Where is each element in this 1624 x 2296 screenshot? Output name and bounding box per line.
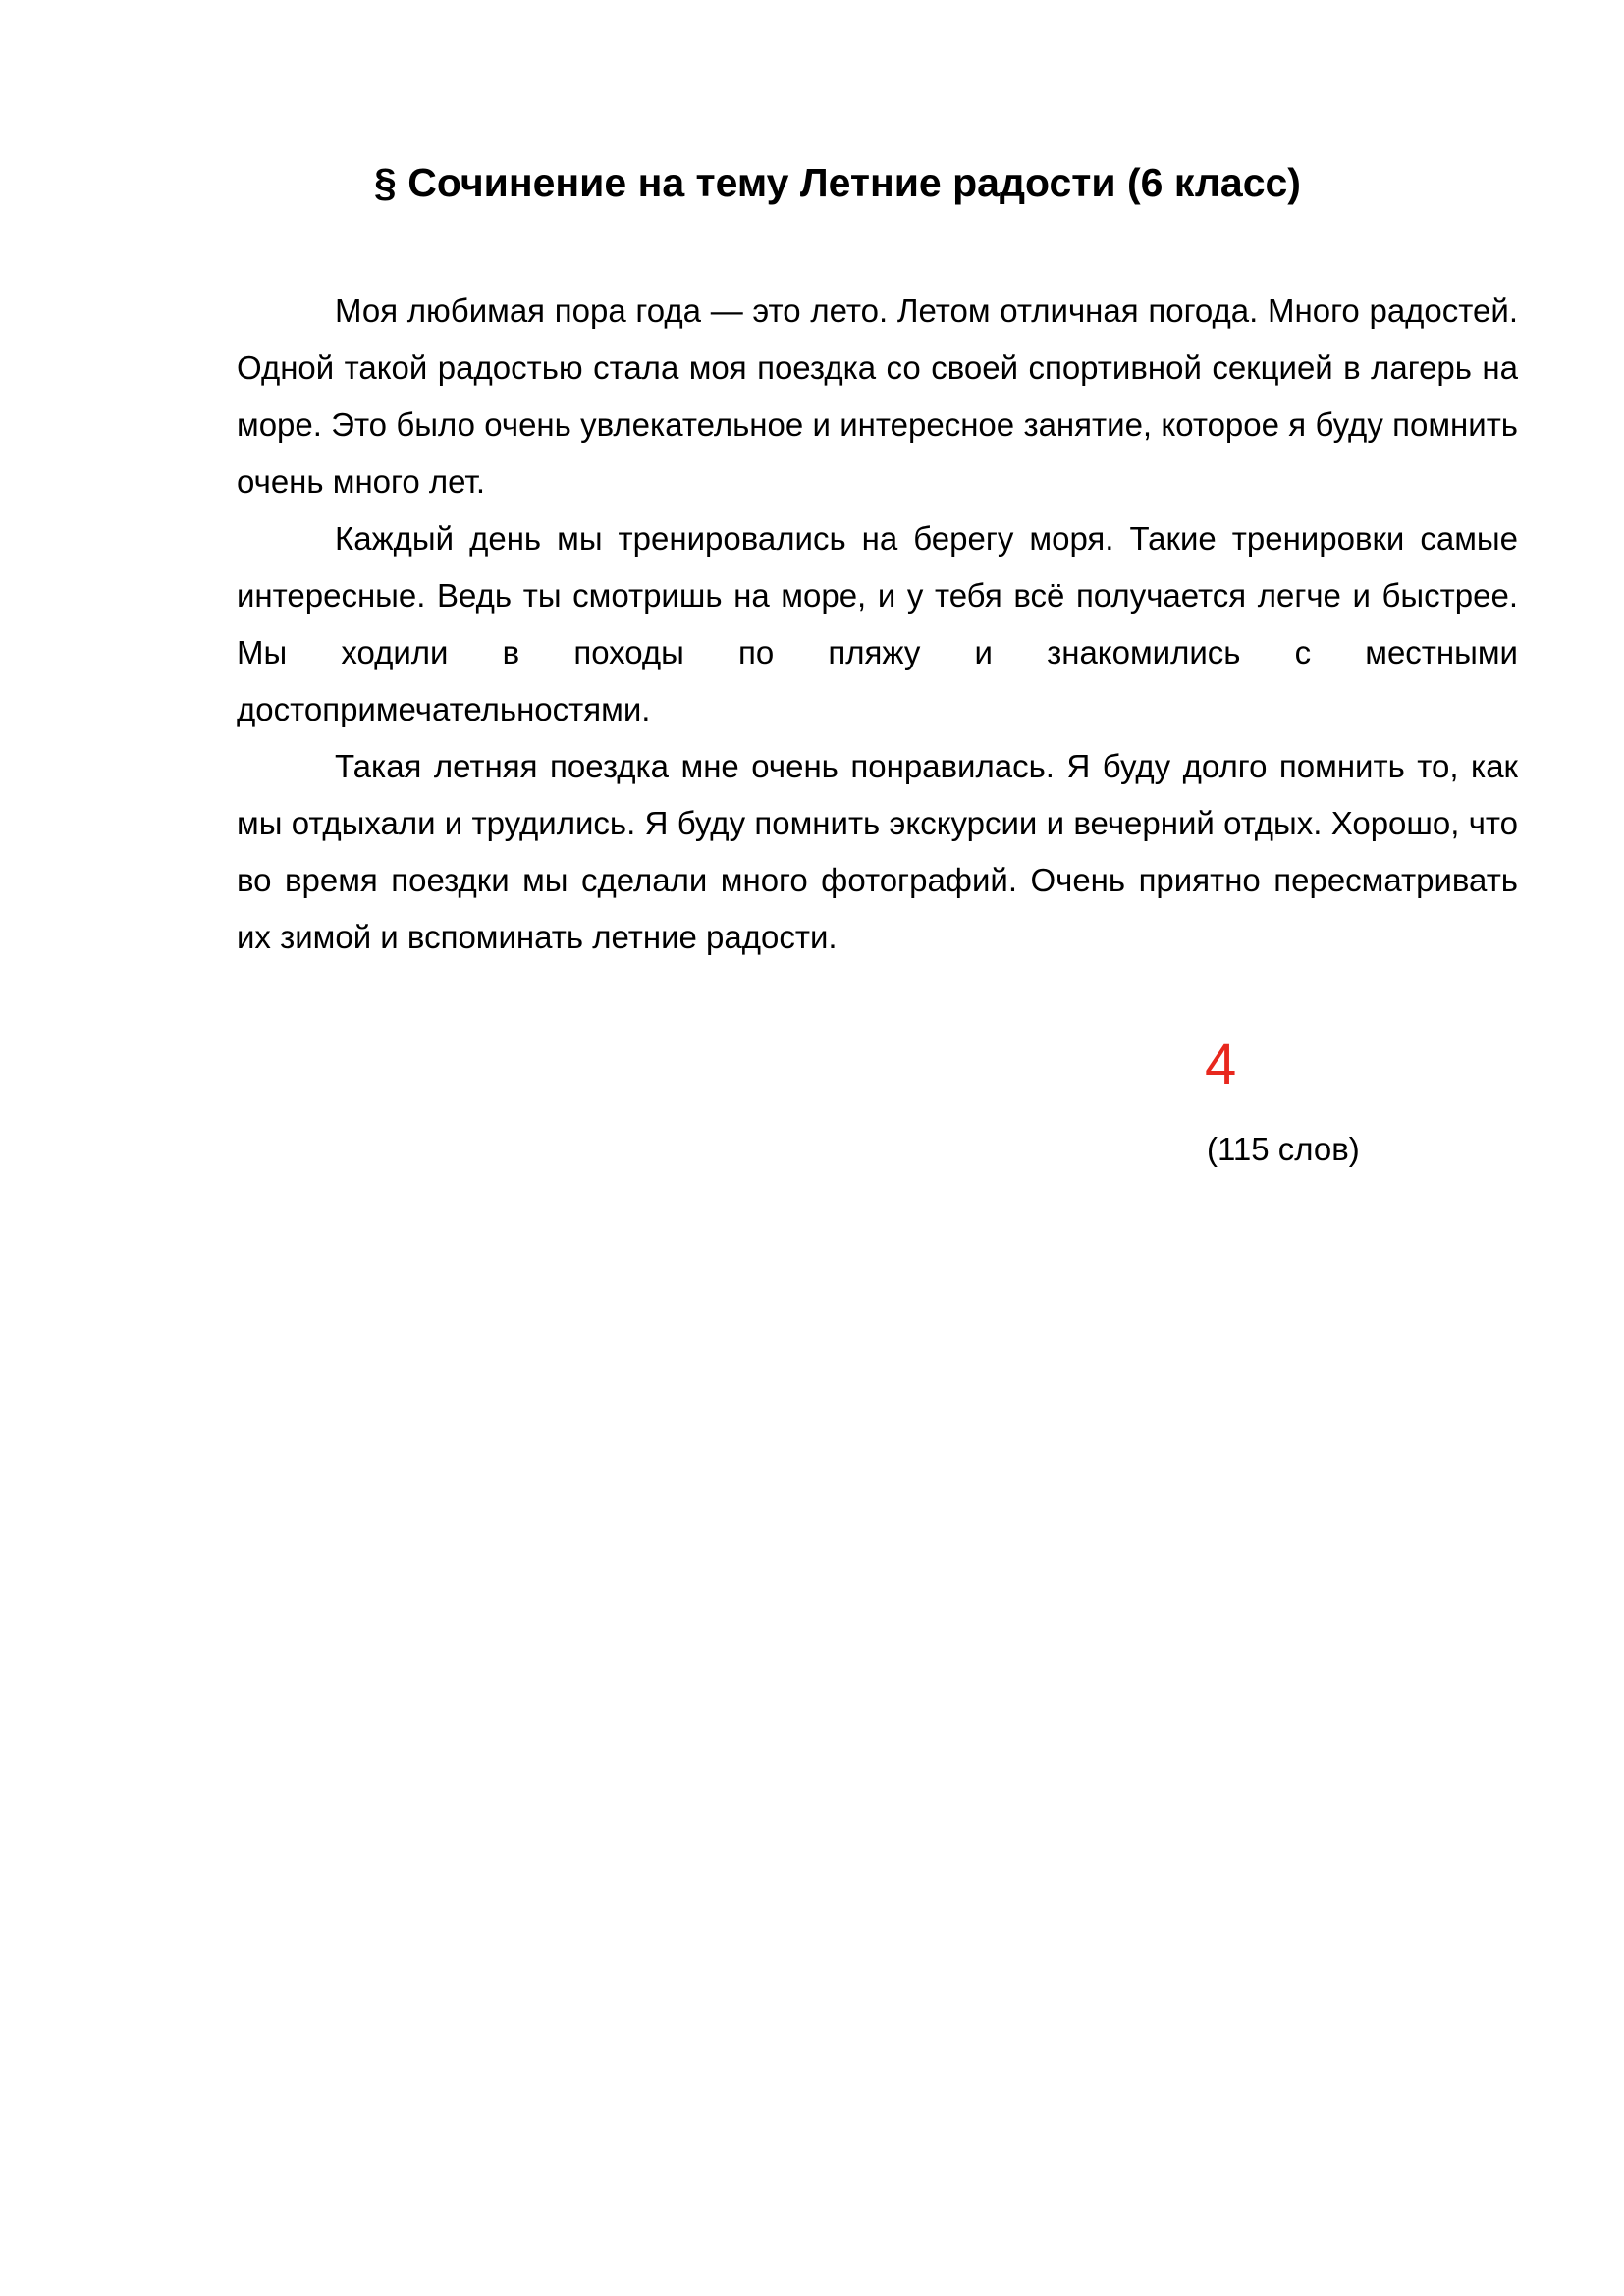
grade-mark: 4 — [1205, 1033, 1237, 1096]
word-count: (115 слов) — [1207, 1131, 1360, 1167]
essay-paragraph-1: Моя любимая пора года — это лето. Летом отличная погода. Много радостей. Одной такой радостью стала моя поездка со своей спортивной секцией в лагерь на море. Это было очень увлекательное и интересное занятие, которое я буду помнить очень много лет. — [237, 293, 1518, 500]
essay-paragraph-2: Каждый день мы тренировались на берегу моря. Такие тренировки самые интересные. Ведь ты смотришь на море, и у тебя всё получается легче и быстрее. Мы ходили в походы по пляжу и знакомились с местными достопримечательностями. — [237, 520, 1518, 727]
document-title: § Сочинение на тему Летние радости (6 класс) — [374, 160, 1301, 205]
essay-paragraph-3: Такая летняя поездка мне очень понравилась. Я буду долго помнить то, как мы отдыхали и трудились. Я буду помнить экскурсии и вечерний отдых. Хорошо, что во время поездки мы сделали много фотографий. Очень приятно пересматривать их зимой и вспоминать летние радости. — [237, 748, 1518, 955]
essay-body — [237, 283, 1518, 966]
